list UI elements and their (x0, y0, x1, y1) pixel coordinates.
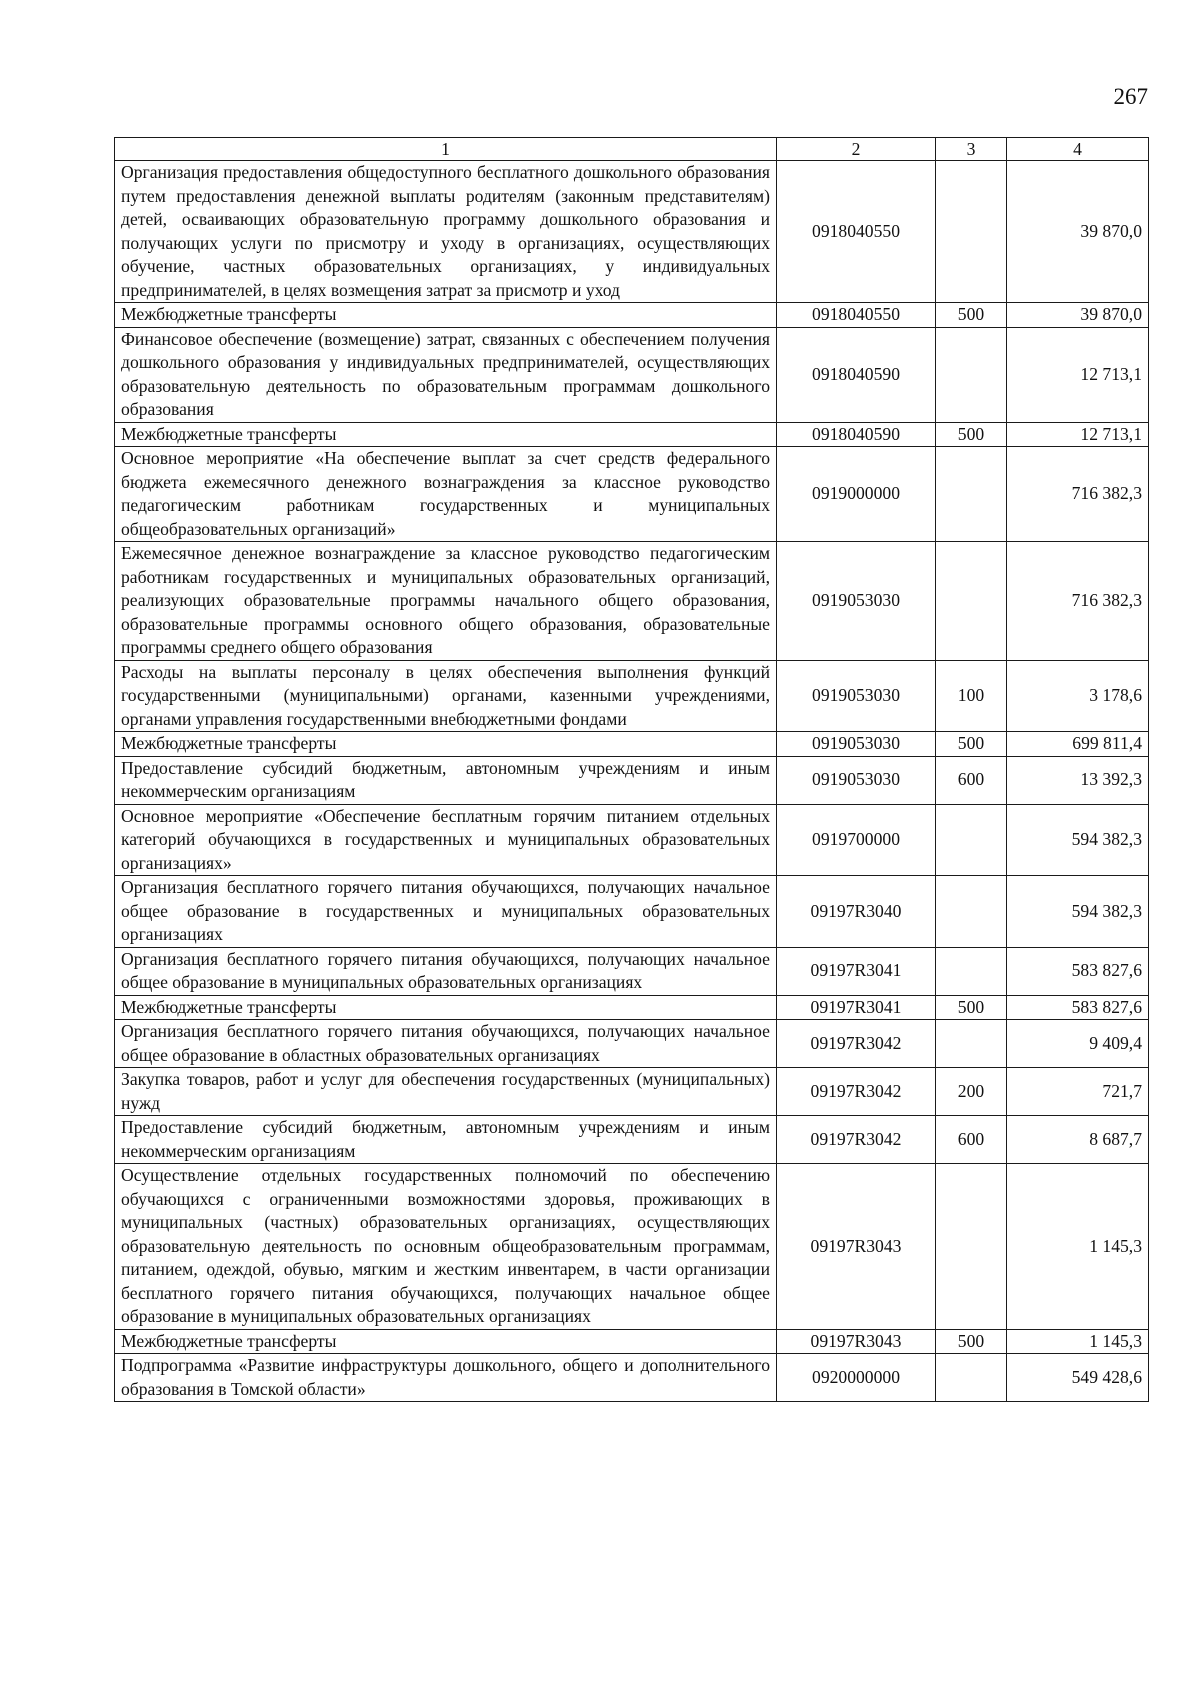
row-expense-type (936, 327, 1007, 422)
row-name: Расходы на выплаты персоналу в целях обеспечения выполнения функций государственными (муниципальными) органами, казенными учреждениями, органами управления государственными внебюджетными фондами (115, 660, 777, 732)
row-name: Предоставление субсидий бюджетным, автономным учреждениям и иным некоммерческим организациям (115, 756, 777, 804)
row-target-code: 0918040590 (777, 422, 936, 447)
row-expense-type: 600 (936, 756, 1007, 804)
row-target-code: 0919053030 (777, 660, 936, 732)
row-name: Основное мероприятие «На обеспечение выплат за счет средств федерального бюджета ежемесячного денежного вознаграждения за классное руководство педагогическим работникам государственных и муниципальных общеобразовательных организаций» (115, 447, 777, 542)
row-name: Межбюджетные трансферты (115, 1329, 777, 1354)
row-amount: 1 145,3 (1007, 1329, 1149, 1354)
row-expense-type (936, 876, 1007, 948)
row-expense-type: 200 (936, 1068, 1007, 1116)
row-expense-type (936, 1164, 1007, 1330)
page-number: 267 (1113, 84, 1148, 109)
row-target-code: 09197R3043 (777, 1329, 936, 1354)
table-row (115, 660, 1149, 732)
row-expense-type (936, 1020, 1007, 1068)
row-amount: 583 827,6 (1007, 947, 1149, 995)
row-name: Межбюджетные трансферты (115, 732, 777, 757)
row-expense-type: 500 (936, 732, 1007, 757)
row-name: Организация предоставления общедоступного бесплатного дошкольного образования путем предоставления денежной выплаты родителям (законным представителям) детей, осваивающих образовательную программу дошкольного образования и получающих услуги по присмотру и уходу в организациях, осуществляющих обучение, частных образовательных организациях, у индивидуальных предпринимателей, в целях возмещения затрат за присмотр и уход (115, 161, 777, 303)
row-amount: 13 392,3 (1007, 756, 1149, 804)
row-expense-type: 500 (936, 303, 1007, 328)
table-row (115, 1164, 1149, 1330)
row-expense-type (936, 542, 1007, 661)
table-row (115, 447, 1149, 542)
table-row (115, 1068, 1149, 1116)
table-row (115, 1116, 1149, 1164)
row-target-code: 09197R3043 (777, 1164, 936, 1330)
row-amount: 8 687,7 (1007, 1116, 1149, 1164)
row-amount: 39 870,0 (1007, 303, 1149, 328)
row-target-code: 09197R3040 (777, 876, 936, 948)
row-target-code: 0920000000 (777, 1354, 936, 1402)
row-target-code: 0918040550 (777, 161, 936, 303)
row-name: Ежемесячное денежное вознаграждение за классное руководство педагогическим работникам государственных и муниципальных образовательных организаций, реализующих образовательные программы начального общего образования, образовательные программы основного общего образования, образовательные программы среднего общего образования (115, 542, 777, 661)
table-header-row (115, 138, 1149, 161)
row-name: Подпрограмма «Развитие инфраструктуры дошкольного, общего и дополнительного образования в Томской области» (115, 1354, 777, 1402)
row-expense-type: 500 (936, 995, 1007, 1020)
row-name: Закупка товаров, работ и услуг для обеспечения государственных (муниципальных) нужд (115, 1068, 777, 1116)
column-header-2: 2 (777, 138, 936, 161)
row-target-code: 0919053030 (777, 756, 936, 804)
column-header-3: 3 (936, 138, 1007, 161)
row-amount: 583 827,6 (1007, 995, 1149, 1020)
row-name: Предоставление субсидий бюджетным, автономным учреждениям и иным некоммерческим организациям (115, 1116, 777, 1164)
row-amount: 716 382,3 (1007, 447, 1149, 542)
row-name: Организация бесплатного горячего питания обучающихся, получающих начальное общее образование в государственных и муниципальных образовательных организациях (115, 876, 777, 948)
row-amount: 549 428,6 (1007, 1354, 1149, 1402)
row-amount: 12 713,1 (1007, 422, 1149, 447)
row-target-code: 09197R3042 (777, 1020, 936, 1068)
table-row (115, 947, 1149, 995)
row-expense-type (936, 447, 1007, 542)
row-expense-type: 100 (936, 660, 1007, 732)
budget-table (114, 137, 1149, 1402)
row-expense-type: 600 (936, 1116, 1007, 1164)
row-name: Основное мероприятие «Обеспечение бесплатным горячим питанием отдельных категорий обучающихся в государственных и муниципальных образовательных организациях» (115, 804, 777, 876)
row-target-code: 09197R3042 (777, 1068, 936, 1116)
row-target-code: 0919053030 (777, 732, 936, 757)
table-row (115, 422, 1149, 447)
row-target-code: 09197R3041 (777, 947, 936, 995)
row-expense-type (936, 161, 1007, 303)
row-expense-type: 500 (936, 1329, 1007, 1354)
row-expense-type (936, 947, 1007, 995)
row-amount: 699 811,4 (1007, 732, 1149, 757)
row-target-code: 09197R3042 (777, 1116, 936, 1164)
table-row (115, 804, 1149, 876)
table-row (115, 1020, 1149, 1068)
row-expense-type (936, 804, 1007, 876)
row-name: Финансовое обеспечение (возмещение) затрат, связанных с обеспечением получения дошкольного образования у индивидуальных предпринимателей, осуществляющих образовательную деятельность по образовательным программам дошкольного образования (115, 327, 777, 422)
table-row (115, 732, 1149, 757)
row-amount: 716 382,3 (1007, 542, 1149, 661)
table-row (115, 1354, 1149, 1402)
row-target-code: 0919700000 (777, 804, 936, 876)
row-name: Межбюджетные трансферты (115, 995, 777, 1020)
table-row (115, 161, 1149, 303)
table-row (115, 1329, 1149, 1354)
row-name: Межбюджетные трансферты (115, 422, 777, 447)
row-expense-type (936, 1354, 1007, 1402)
row-amount: 9 409,4 (1007, 1020, 1149, 1068)
table-row (115, 303, 1149, 328)
row-target-code: 09197R3041 (777, 995, 936, 1020)
row-amount: 594 382,3 (1007, 804, 1149, 876)
row-amount: 39 870,0 (1007, 161, 1149, 303)
table-row (115, 876, 1149, 948)
row-amount: 594 382,3 (1007, 876, 1149, 948)
row-name: Межбюджетные трансферты (115, 303, 777, 328)
row-expense-type: 500 (936, 422, 1007, 447)
row-amount: 721,7 (1007, 1068, 1149, 1116)
table-row (115, 995, 1149, 1020)
column-header-4: 4 (1007, 138, 1149, 161)
table-row (115, 756, 1149, 804)
row-target-code: 0918040590 (777, 327, 936, 422)
row-name: Осуществление отдельных государственных полномочий по обеспечению обучающихся с ограниченными возможностями здоровья, проживающих в муниципальных (частных) образовательных организациях, осуществляющих образовательную деятельность по основным общеобразовательным программам, питанием, одеждой, обувью, мягким и жестким инвентарем, в части организации бесплатного горячего питания обучающихся, получающих начальное общее образование в муниципальных образовательных организациях (115, 1164, 777, 1330)
row-amount: 12 713,1 (1007, 327, 1149, 422)
row-amount: 3 178,6 (1007, 660, 1149, 732)
row-target-code: 0919053030 (777, 542, 936, 661)
row-target-code: 0919000000 (777, 447, 936, 542)
column-header-1: 1 (115, 138, 777, 161)
table-row (115, 542, 1149, 661)
row-amount: 1 145,3 (1007, 1164, 1149, 1330)
row-name: Организация бесплатного горячего питания обучающихся, получающих начальное общее образование в муниципальных образовательных организациях (115, 947, 777, 995)
row-name: Организация бесплатного горячего питания обучающихся, получающих начальное общее образование в областных образовательных организациях (115, 1020, 777, 1068)
row-target-code: 0918040550 (777, 303, 936, 328)
table-row (115, 327, 1149, 422)
